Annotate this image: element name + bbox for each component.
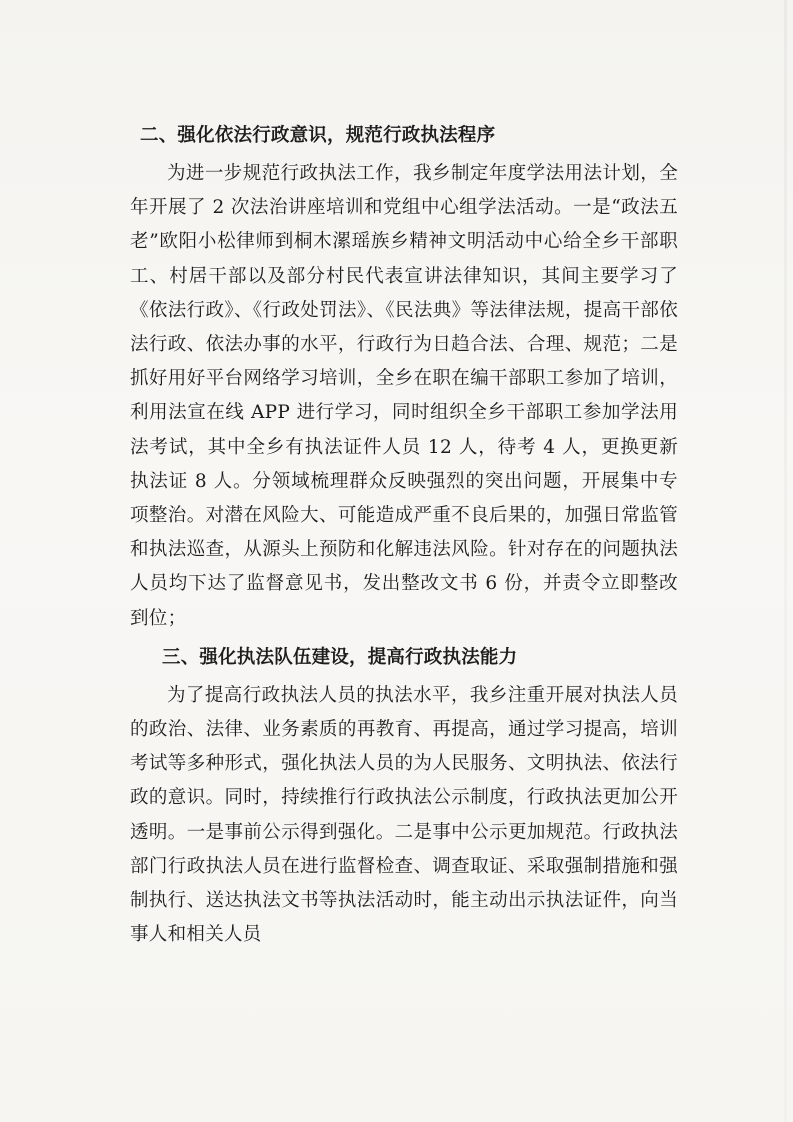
section-3-heading: 三、强化执法队伍建设，提高行政执法能力: [162, 646, 518, 668]
section-3-paragraph: 为了提高行政执法人员的执法水平，我乡注重开展对执法人员的政治、法律、业务素质的再教育、再提高，通过学习提高，培训考试等多种形式，强化执法人员的为人民服务、文明执法、依法行政的意识。同时，持续推行行政执法公示制度，行政执法更加公开透明。一是事前公示得到强化。二是事中公示更加规范。行政执法部门行政执法人员在进行监督检查、调查取证、采取强制措施和强制执行、送达执法文书等执法活动时，能主动出示执法证件，向当事人和相关人员: [130, 684, 678, 946]
document-body: [130, 118, 678, 952]
scan-edge-shadow: [784, 0, 787, 1122]
section-2-heading: 二、强化依法行政意识，规范行政执法程序: [140, 125, 496, 146]
section-2-paragraph: 为进一步规范行政执法工作，我乡制定年度学法用法计划，全年开展了 2 次法治讲座培训和党组中心组学法活动。一是“政法五老”欧阳小松律师到桐木漯瑶族乡精神文明活动中心给全乡干部职工、村居干部以及部分村民代表宣讲法律知识，其间主要学习了《依法行政》、《行政处罚法》、《民法典》等法律法规，提高干部依法行政、依法办事的水平，行政行为日趋合法、合理、规范；二是抓好用好平台网络学习培训，全乡在职在编干部职工参加了培训，利用法宣在线 APP 进行学习，同时组织全乡干部职工参加学法用法考试，其中全乡有执法证件人员 12 人，待考 4 人，更换更新执法证 8 人。分领域梳理群众反映强烈的突出问题，开展集中专项整治。对潜在风险大、可能造成严重不良后果的，加强日常监管和执法巡查，从源头上预防和化解违法风险。针对存在的问题执法人员均下达了监督意见书，发出整改文书 6 份，并责令立即整改到位；: [130, 163, 678, 629]
